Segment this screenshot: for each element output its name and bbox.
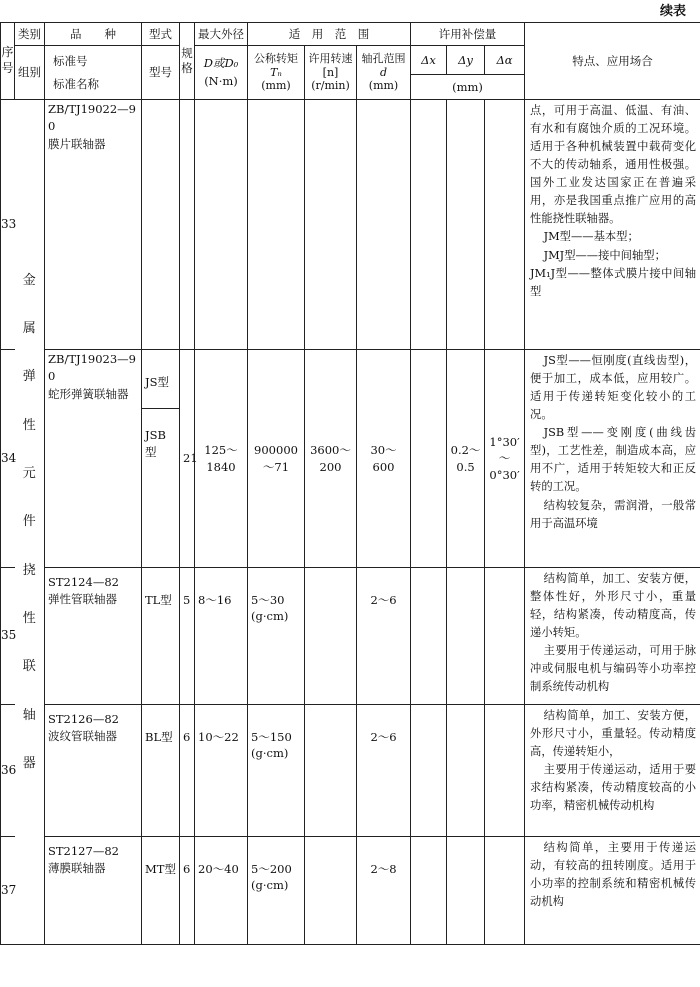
torque-cell — [248, 100, 305, 350]
da-cell — [485, 568, 525, 705]
coupling-spec-table — [0, 22, 700, 945]
std-cell: ZB/TJ19022—90 膜片联轴器 — [45, 100, 142, 350]
dy-cell — [447, 705, 485, 837]
model-header: 型号 — [142, 46, 180, 100]
bore-cell: 2～8 — [357, 837, 411, 945]
seq-cell: 35 — [1, 568, 15, 705]
seq-cell: 37 — [1, 837, 15, 945]
std-header — [45, 46, 142, 100]
group-header: 组别 — [15, 46, 45, 100]
od-cell: 125～1840 — [195, 350, 248, 568]
model-cell — [142, 350, 180, 568]
features-cell: 结构简单，加工、安装方便，整体性好，外形尺寸小，重量轻，结构紧凑，传动精度高，传递小转矩。 主要用于传递运动，可用于脉冲或伺服电机与编码等小功率控制系统传动机构 — [525, 568, 700, 705]
torque-cell: 5～30 (g·cm) — [248, 568, 305, 705]
max-od-unit: (N·m) — [204, 73, 238, 88]
spec-cell: 6 — [180, 705, 195, 837]
dx-cell — [411, 568, 447, 705]
dy-header: Δy — [447, 46, 485, 75]
model-jsb: JSB型 — [145, 428, 166, 459]
table-row — [1, 350, 700, 568]
spec-cell — [180, 100, 195, 350]
spec-cell: 5 — [180, 568, 195, 705]
dy-cell — [447, 100, 485, 350]
bore-cell — [357, 100, 411, 350]
comp-unit-header: (mm) — [411, 75, 525, 100]
da-cell — [485, 705, 525, 837]
spec-cell: 6 — [180, 837, 195, 945]
speed-cell — [305, 837, 357, 945]
od-cell: 8～16 — [195, 568, 248, 705]
model-cell — [142, 100, 180, 350]
category-cell: 金 属 弹 性 元 件 挠 性 联 轴 器 — [15, 100, 45, 945]
features-header: 特点、应用场合 — [525, 23, 700, 100]
features-cell: JS型——恒刚度(直线齿型)，便于加工，成本低，应用较广。适用于传递转矩变化较小的工况。 JSB型——变刚度(曲线齿型)，工艺性差，制造成本高，应用不广，适用于转矩较大和正反转的工况。 结构较复杂，需润滑，一般常用于高温环境 — [525, 350, 700, 568]
dx-cell — [411, 100, 447, 350]
speed-header: 许用转速 [n] (r/min) — [305, 46, 357, 100]
model-js: JS型 — [142, 350, 179, 409]
spec-header: 规格 — [180, 23, 195, 100]
header-row-1 — [1, 23, 700, 46]
speed-cell — [305, 568, 357, 705]
torque-cell: 5～200 (g·cm) — [248, 837, 305, 945]
category-header: 类别 — [15, 23, 45, 46]
max-od-symbol: D或D₀ — [203, 56, 239, 71]
od-cell — [195, 100, 248, 350]
std-cell: ST2126—82 波纹管联轴器 — [45, 705, 142, 837]
torque-header: 公称转矩 Tₙ (mm) — [248, 46, 305, 100]
features-cell: 结构简单，加工、安装方便，外形尺寸小，重量轻。传动精度高，传递转矩小， 主要用于传递运动，适用于要求结构紧凑，传动精度较高的小功率，精密机械传动机构 — [525, 705, 700, 837]
model-cell: BL型 — [142, 705, 180, 837]
dy-cell: 0.2～0.5 — [447, 350, 485, 568]
table-row — [1, 837, 700, 945]
max-od-header: 最大外径 — [195, 23, 248, 46]
std-name-header: 标准名称 — [53, 76, 99, 91]
type-header: 型式 — [142, 23, 180, 46]
da-cell: 1°30′～0°30′ — [485, 350, 525, 568]
spec-cell: 21 — [180, 350, 195, 568]
compensation-header: 许用补偿量 — [411, 23, 525, 46]
table-row — [1, 705, 700, 837]
variety-header: 品 种 — [45, 23, 142, 46]
speed-cell — [305, 705, 357, 837]
bore-header: 轴孔范围 d (mm) — [357, 46, 411, 100]
seq-header-text: 序号 — [1, 45, 14, 75]
bore-cell: 2～6 — [357, 705, 411, 837]
std-cell: ZB/TJ19023—90 蛇形弹簧联轴器 — [45, 350, 142, 568]
od-cell: 20～40 — [195, 837, 248, 945]
continuation-label: 续表 — [659, 4, 686, 19]
torque-cell: 900000～71 — [248, 350, 305, 568]
da-cell — [485, 837, 525, 945]
seq-header — [1, 23, 15, 100]
od-cell: 10～22 — [195, 705, 248, 837]
dy-cell — [447, 568, 485, 705]
std-cell: ST2127—82 薄膜联轴器 — [45, 837, 142, 945]
model-cell: MT型 — [142, 837, 180, 945]
seq-cell: 33 — [1, 100, 15, 350]
dx-cell — [411, 350, 447, 568]
dy-cell — [447, 837, 485, 945]
speed-cell — [305, 100, 357, 350]
dx-cell — [411, 705, 447, 837]
da-cell — [485, 100, 525, 350]
model-cell: TL型 — [142, 568, 180, 705]
features-cell: 结构简单，主要用于传递运动，有较高的扭转刚度。适用于小功率的控制系统和精密机械传动机构 — [525, 837, 700, 945]
da-header: Δα — [485, 46, 525, 75]
max-od-detail — [195, 46, 248, 100]
scope-header: 适 用 范 围 — [248, 23, 411, 46]
dx-cell — [411, 837, 447, 945]
table-row — [1, 568, 700, 705]
bore-cell: 2～6 — [357, 568, 411, 705]
bore-cell: 30～600 — [357, 350, 411, 568]
std-no-header: 标准号 — [53, 53, 88, 68]
std-cell: ST2124—82 弹性管联轴器 — [45, 568, 142, 705]
speed-cell: 3600～200 — [305, 350, 357, 568]
seq-cell: 34 — [1, 350, 15, 568]
torque-cell: 5～150 (g·cm) — [248, 705, 305, 837]
dx-header: Δx — [411, 46, 447, 75]
seq-cell: 36 — [1, 705, 15, 837]
features-cell: 点，可用于高温、低温、有油、有水和有腐蚀介质的工况环境。适用于各种机械装置中载荷变化不大的传动轴系，通用性极强。国外工业发达国家正在普遍采用，亦是我国重点推广应用的高性能挠性联轴器。 JM型——基本型； JMJ型——接中间轴型； JM₁J型——整体式膜片接中间轴型 — [525, 100, 700, 350]
table-row — [1, 100, 700, 350]
